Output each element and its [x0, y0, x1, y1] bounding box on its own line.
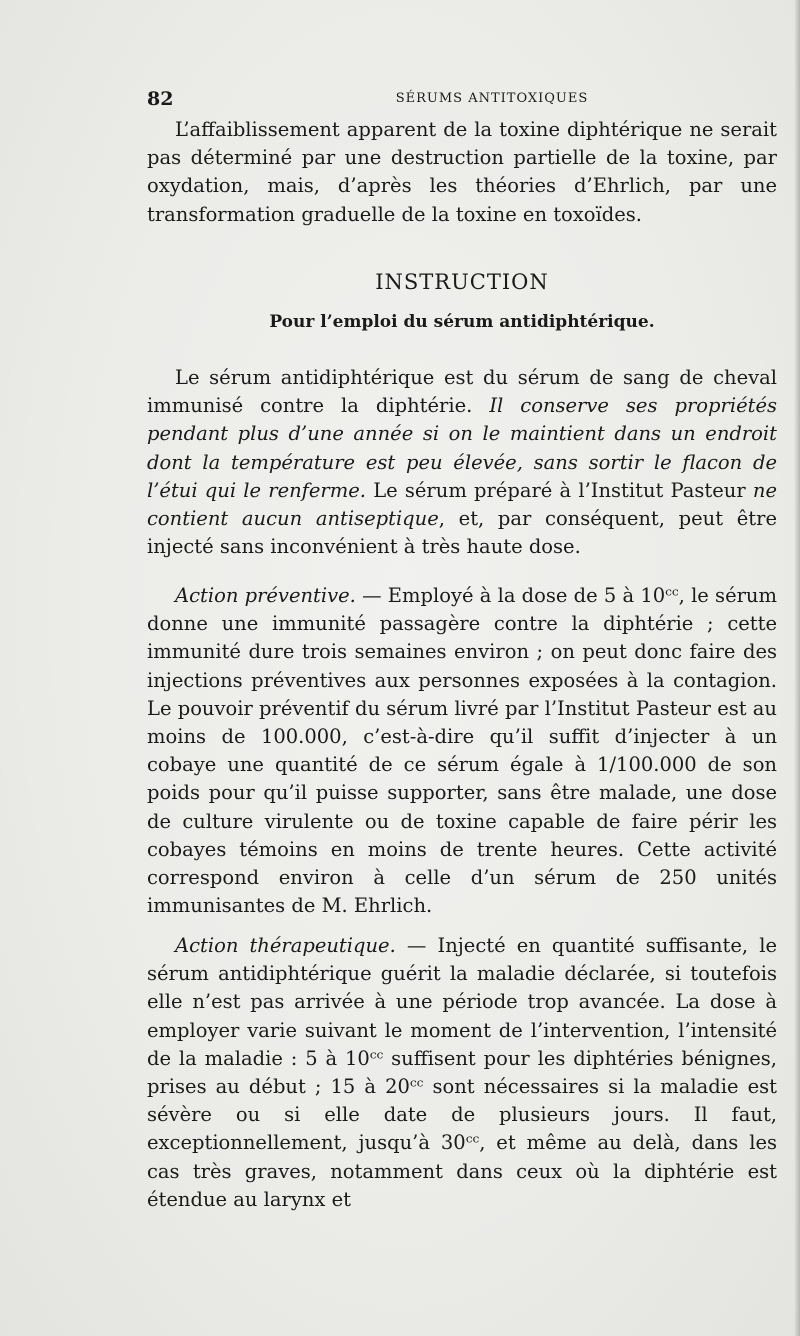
page-number: 82 [147, 88, 174, 110]
section-subtitle: Pour l’emploi du sérum antidiphtérique. [269, 312, 655, 332]
therapeutic-action-text: — Injecté en quantité suffisante, le sérum antidiphtérique guérit la maladie déclarée, si toutefois elle n’est pas arrivée à une période trop avancée. La dose à employer varie suivant le moment de l’intervention, l’intensité de la maladie : 5 à 10ᶜᶜ suffisent pour les diphtéries bénignes, prises au début ; 15 à 20ᶜᶜ sont nécessaires si la maladie est sévère ou si elle date de plusieurs jours. Il faut, exceptionnellement, jusqu’à 30ᶜᶜ, et même au delà, dans les cas très graves, notamment dans ceux où la diphtérie est étendue au larynx et [147, 934, 778, 1211]
preventive-action-label: Action préventive. [175, 584, 356, 607]
injection-text: , et, par conséquent, peut être injecté sans inconvénient à très haute dose. [147, 507, 777, 559]
paragraph-serum-description [147, 364, 777, 561]
paragraph-toxoids: L’affaiblissement apparent de la toxine diphtérique ne serait pas déterminé par une destruction partielle de la toxine, par oxydation, mais, d’après les théories d’Ehrlich, par une transformation graduelle de la toxine en toxoïdes. [147, 118, 777, 226]
running-head [147, 88, 777, 112]
no-antiseptic-text: ne contient aucun antiseptique [147, 478, 777, 531]
preventive-action-text: — Employé à la dose de 5 à 10ᶜᶜ, le sérum donne une immunité passagère contre la diphtérie ; cette immunité dure trois semaines environ ; on peut donc faire des injections préventives aux personnes exposées à la contagion. Le pouvoir préventif du sérum livré par l’Institut Pasteur est au moins de 100.000, c’est-à-dire qu’il suffit d’injecter à un cobaye une quantité de ce sérum égale à 1/100.000 de son poids pour qu’il puisse supporter, sans être malade, une dose de culture virulente ou de toxine capable de faire périr les cobayes témoins en moins de trente heures. Cette activité correspond environ à celle d’un sérum de 250 unités immunisantes de M. Ehrlich. [147, 584, 777, 918]
serum-conservation-text: Il conserve ses propriétés pendant plus d’une année si on le maintient dans un endroit dont la température est peu élevée, sans sortir le flacon de l’étui qui le renferme. [147, 394, 777, 502]
paragraph-preventive-action [147, 582, 777, 920]
serum-description-text: Le sérum antidiphtérique est du sérum de sang de cheval immunisé contre la diphtérie. [147, 366, 777, 418]
serum-preparation-text: Le sérum préparé à l’Institut Pasteur [366, 478, 753, 502]
page-edge-shadow [794, 0, 800, 1336]
therapeutic-action-label: Action thérapeutique. [175, 934, 396, 957]
section-title: INSTRUCTION [375, 270, 549, 294]
paragraph-therapeutic-action [147, 932, 777, 1214]
running-title: SÉRUMS ANTITOXIQUES [395, 91, 589, 106]
